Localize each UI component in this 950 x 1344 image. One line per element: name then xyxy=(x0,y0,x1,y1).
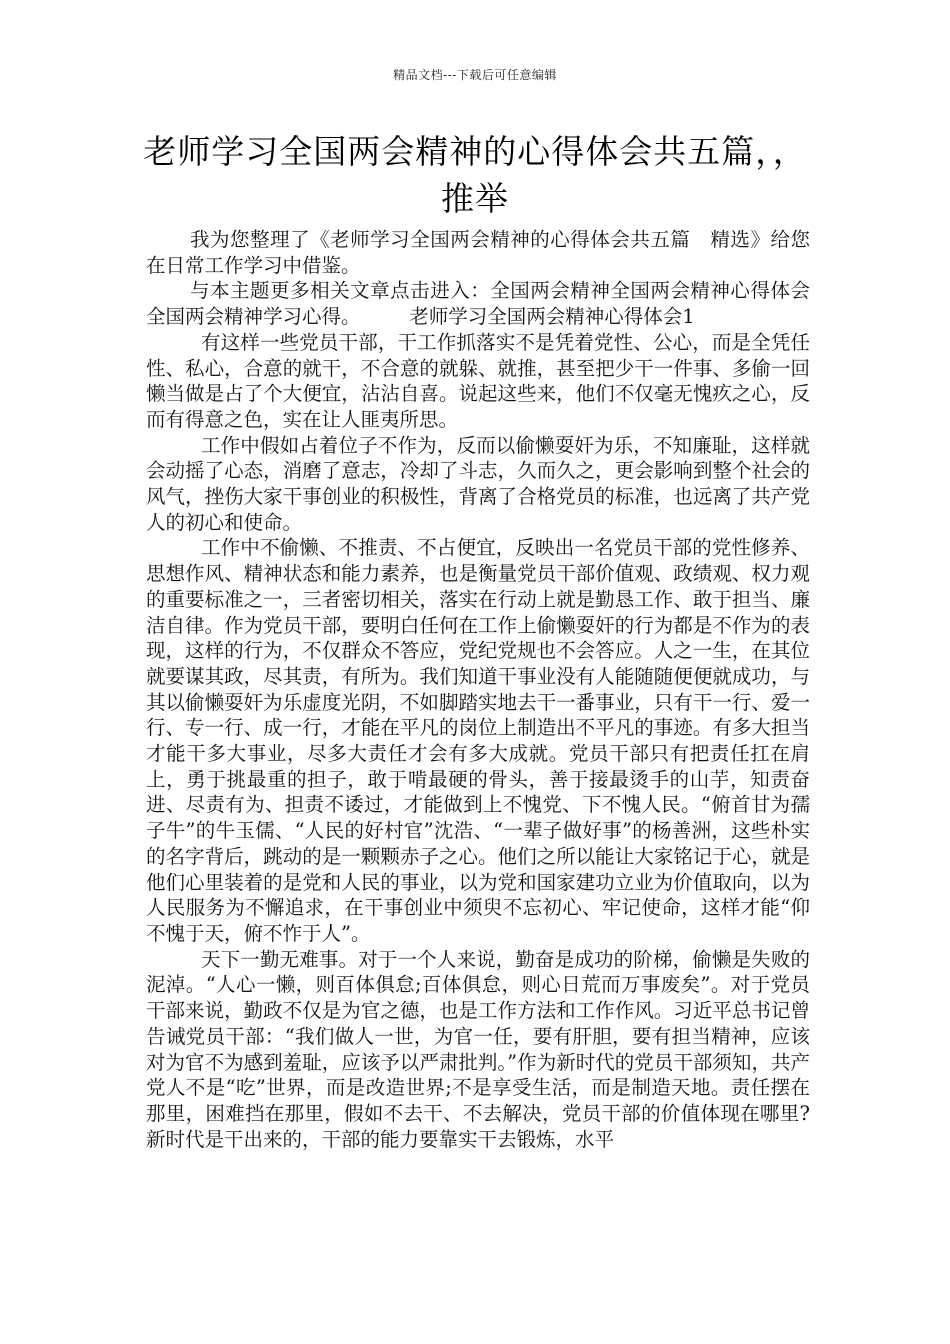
title-line-2: 推举 xyxy=(441,179,509,218)
header-note: 精品文档---下载后可任意编辑 xyxy=(393,68,557,82)
document-title xyxy=(140,128,810,222)
body-paragraph-4: 天下一勤无难事。对于一个人来说，勤奋是成功的阶梯，偷懒是失败的泥淖。“人心一懒，则百体俱怠;百体俱怠，则心日荒而万事废矣”。对于党员干部来说，勤政不仅是为官之德，也是工作方法和工作作风。习近平总书记曾告诫党员干部：“我们做人一世，为官一任，要有肝胆，要有担当精神，应该对为官不为感到羞耻，应该予以严肃批判。”作为新时代的党员干部须知，共产党人不是“吃”世界，而是改造世界;不是享受生活，而是制造天地。责任摆在那里，困难挡在那里，假如不去干、不去解决，党员干部的价值体现在哪里?新时代是干出来的，干部的能力要靠实干去锻炼，水平 xyxy=(146,947,810,1151)
body-paragraph-3: 工作中不偷懒、不推责、不占便宜，反映出一名党员干部的党性修养、思想作风、精神状态和能力素养，也是衡量党员干部价值观、政绩观、权力观的重要标准之一，三者密切相关，落实在行动上就是勤恳工作、敢于担当、廉洁自律。作为党员干部，要明白任何在工作上偷懒耍奸的行为都是不作为的表现，这样的行为，不仅群众不答应，党纪党规也不会答应。人之一生，在其位就要谋其政，尽其责，有所为。我们知道干事业没有人能随随便便就成功，与其以偷懒耍奸为乐虚度光阴，不如脚踏实地去干一番事业，只有干一行、爱一行、专一行、成一行，才能在平凡的岗位上制造出不平凡的事迹。有多大担当才能干多大事业，尽多大责任才会有多大成就。党员干部只有把责任扛在肩上，勇于挑最重的担子，敢于啃最硬的骨头，善于接最烫手的山芋，知责奋进、尽责有为、担责不诿过，才能做到上不愧党、下不愧人民。“俯首甘为孺子牛”的牛玉儒、“人民的好村官”沈浩、“一辈子做好事”的杨善洲，这些朴实的名字背后，跳动的是一颗颗赤子之心。他们之所以能让大家铭记于心，就是他们心里装着的是党和人民的事业，以为党和国家建功立业为价值取向，以为人民服务为不懈追求，在干事创业中须臾不忘初心、牢记使命，这样才能“仰不愧于天，俯不怍于人”。 xyxy=(146,536,810,945)
title-line-1: 老师学习全国两会精神的心得体会共五篇，， xyxy=(143,132,807,171)
body-paragraph-1: 有这样一些党员干部，干工作抓落实不是凭着党性、公心，而是全凭任性、私心，合意的就干，不合意的就躲、就推，甚至把少干一件事、多偷一回懒当做是占了个大便宜，沾沾自喜。说起这些来，他们不仅毫无愧疚之心，反而有得意之色，实在让人匪夷所思。 xyxy=(146,330,810,431)
related-links-paragraph: 与本主题更多相关文章点击进入：全国两会精神全国两会精神心得体会全国两会精神学习心得。 老师学习全国两会精神心得体会1 xyxy=(146,279,810,329)
document-body xyxy=(146,227,810,1152)
intro-paragraph: 我为您整理了《老师学习全国两会精神的心得体会共五篇 精选》给您在日常工作学习中借鉴。 xyxy=(146,228,810,277)
body-paragraph-2: 工作中假如占着位子不作为，反而以偷懒耍奸为乐，不知廉耻，这样就会动摇了心态，消磨了意志，冷却了斗志，久而久之，更会影响到整个社会的风气，挫伤大家干事创业的积极性，背离了合格党员的标准，也远离了共产党人的初心和使命。 xyxy=(146,433,810,534)
